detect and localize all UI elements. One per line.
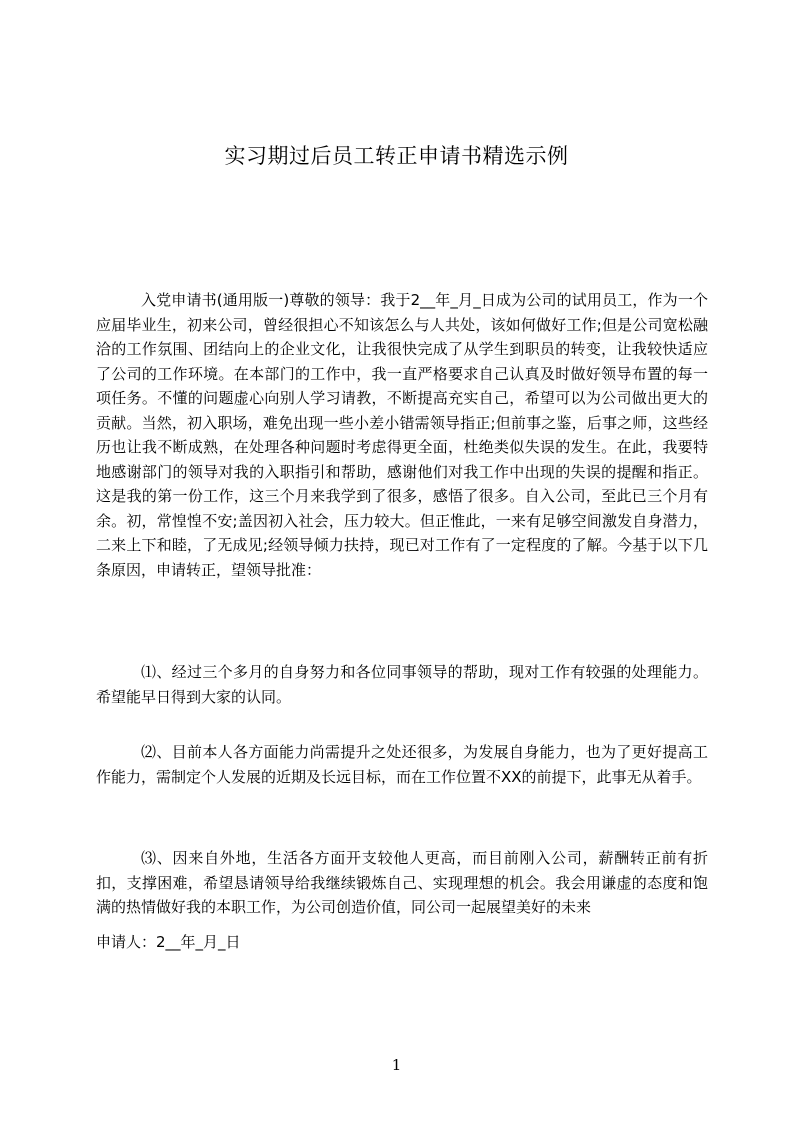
page-number: 1 (391, 1056, 402, 1074)
document-title: 实习期过后员工转正申请书精选示例 (224, 144, 569, 168)
paragraph-reason-3: ⑶、因来自外地，生活各方面开支较他人更高，而目前刚入公司，薪酬转正前有折扣，支撑困难，希望恳请领导给我继续锻炼自己、实现理想的机会。我会用谦虚的态度和饱满的热情做好我的本职工作，为公司创造价值，同公司一起展望美好的未来 (96, 849, 708, 916)
paragraph-reason-2: ⑵、目前本人各方面能力尚需提升之处还很多，为发展自身能力，也为了更好提高工作能力，需制定个人发展的近期及长远目标，而在工作位置不XX的前提下，此事无从着手。 (96, 743, 708, 786)
paragraph-reason-1: ⑴、经过三个多月的自身努力和各位同事领导的帮助，现对工作有较强的处理能力。希望能早日得到大家的认同。 (96, 663, 708, 706)
paragraph-intro: 入党申请书(通用版一)尊敬的领导：我于2__年_月_日成为公司的试用员工，作为一个应届毕业生，初来公司，曾经很担心不知该怎么与人共处，该如何做好工作;但是公司宽松融洽的工作氛围、团结向上的企业文化，让我很快完成了从学生到职员的转变，让我较快适应了公司的工作环境。在本部门的工作中，我一直严格要求自己认真及时做好领导布置的每一项任务。不懂的问题虚心向别人学习请教，不断提高充实自己，希望可以为公司做出更大的贡献。当然，初入职场，难免出现一些小差小错需领导指正;但前事之鉴，后事之师，这些经历也让我不断成熟，在处理各种问题时考虑得更全面，杜绝类似失误的发生。在此，我要特地感谢部门的领导对我的入职指引和帮助，感谢他们对我工作中出现的失误的提醒和指正。这是我的第一份工作，这三个月来我学到了很多，感悟了很多。自入公司，至此已三个月有余。初，常惶惶不安;盖因初入社会，压力较大。但正惟此，一来有足够空间激发自身潜力，二来上下和睦，了无成见;经领导倾力扶持，现已对工作有了一定程度的了解。今基于以下几条原因，申请转正，望领导批准： (96, 291, 708, 579)
signature-line: 申请人：2__年_月_日 (96, 933, 241, 951)
